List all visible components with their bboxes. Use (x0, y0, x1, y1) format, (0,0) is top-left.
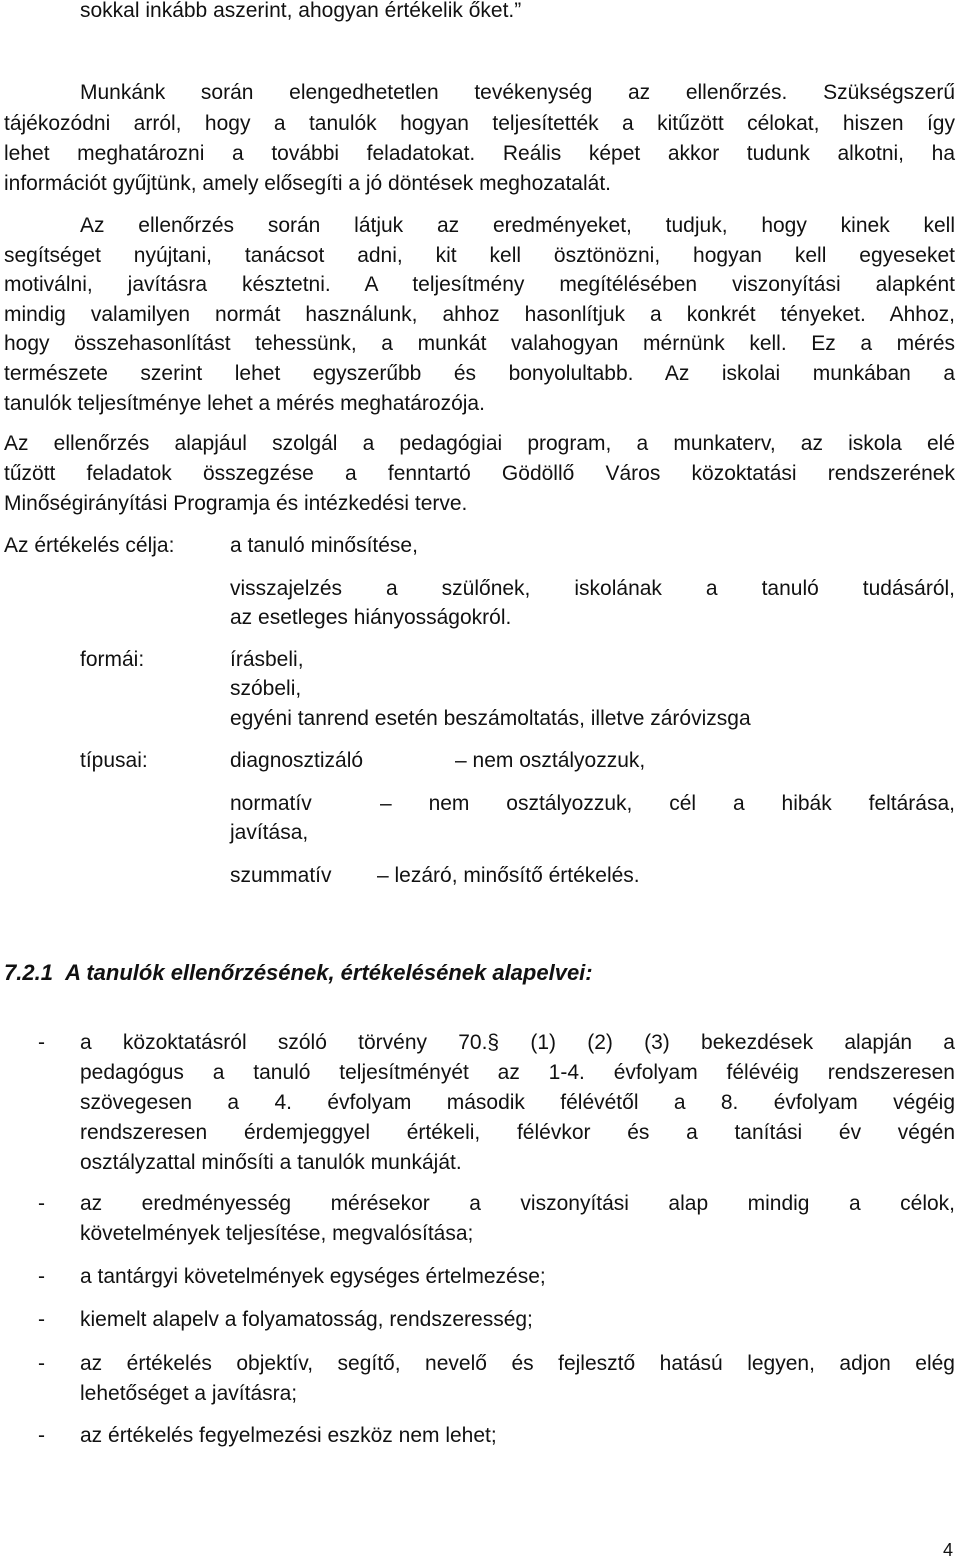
bullet-dash: - (38, 1265, 45, 1288)
type-diagnostic-desc: – nem osztályozzuk, (455, 749, 646, 772)
section-number: 7.2.1 (4, 960, 53, 985)
bullet-1-line-2: pedagógus a tanuló teljesítményét az 1-4. évfolyam félévéig rendszeresen (80, 1061, 955, 1084)
type-normative-desc: – nem osztályozzuk, cél a hibák feltárása, (380, 792, 955, 815)
paragraph-2-line-3: motiválni, javításra késztetni. A teljesítmény megítélésében viszonyítási alapként (4, 273, 955, 296)
type-normative-desc-cont: javítása, (230, 821, 309, 844)
bullet-dash: - (38, 1352, 45, 1375)
bullet-2-line-1: az eredményesség mérésekor a viszonyítási alap mindig a célok, (80, 1192, 955, 1215)
goal-item-2-line-2: az esetleges hiányosságokról. (230, 606, 512, 629)
paragraph-2-line-2: segítséget nyújtani, tanácsot adni, kit kell ösztönözni, hogyan kell egyeseket (4, 244, 955, 267)
bullet-5-line-1: az értékelés objektív, segítő, nevelő és fejlesztő hatású legyen, adjon elég (80, 1352, 955, 1375)
form-item-individual: egyéni tanrend esetén beszámoltatás, illetve záróvizsga (230, 707, 751, 730)
paragraph-1-line-4: információt gyűjtünk, amely elősegíti a jó döntések meghozatalát. (4, 172, 612, 195)
types-label: típusai: (80, 749, 148, 772)
bullet-1-line-4: rendszeresen érdemjeggyel értékeli, félévkor és a tanítási év végén (80, 1121, 955, 1144)
paragraph-3-line-1: Az ellenőrzés alapjául szolgál a pedagógiai program, a munkaterv, az iskola elé (4, 432, 955, 455)
bullet-1-line-3: szövegesen a 4. évfolyam második félévétől a 8. évfolyam végéig (80, 1091, 955, 1114)
bullet-dash: - (38, 1031, 45, 1054)
bullet-1-line-5: osztályzattal minősíti a tanulók munkáját. (80, 1151, 462, 1174)
goal-label: Az értékelés célja: (4, 534, 175, 557)
type-diagnostic: diagnosztizáló (230, 749, 364, 772)
paragraph-1-line-1: Munkánk során elengedhetetlen tevékenység az ellenőrzés. Szükségszerű (80, 81, 955, 104)
goal-item-2-line-1: visszajelzés a szülőnek, iskolának a tanuló tudásáról, (230, 577, 955, 600)
section-title: A tanulók ellenőrzésének, értékelésének alapelvei: (65, 960, 593, 985)
paragraph-2-line-1: Az ellenőrzés során látjuk az eredményeket, tudjuk, hogy kinek kell (80, 214, 955, 237)
top-fragment: sokkal inkább aszerint, ahogyan értékelik őket.” (80, 0, 522, 22)
bullet-3: a tantárgyi követelmények egységes értelmezése; (80, 1265, 546, 1288)
bullet-dash: - (38, 1308, 45, 1331)
section-heading (4, 958, 593, 988)
paragraph-3-line-3: Minőségirányítási Programja és intézkedési terve. (4, 492, 468, 515)
type-normative: normatív (230, 792, 312, 815)
paragraph-2-line-4: mindig valamilyen normát használunk, ahhoz hasonlítjuk a konkrét tényeket. Ahhoz, (4, 303, 955, 326)
paragraph-1-line-2: tájékozódni arról, hogy a tanulók hogyan teljesítették a kitűzött célokat, hiszen így (4, 112, 955, 135)
form-item-oral: szóbeli, (230, 677, 302, 700)
bullet-dash: - (38, 1424, 45, 1447)
paragraph-3-line-2: tűzött feladatok összegzése a fenntartó Gödöllő Város közoktatási rendszerének (4, 462, 955, 485)
bullet-2-line-2: követelmények teljesítése, megvalósítása; (80, 1222, 474, 1245)
goal-item-1: a tanuló minősítése, (230, 534, 418, 557)
bullet-dash: - (38, 1192, 45, 1215)
bullet-6: az értékelés fegyelmezési eszköz nem lehet; (80, 1424, 497, 1447)
paragraph-2-line-7: tanulók teljesítménye lehet a mérés meghatározója. (4, 392, 485, 415)
type-summative-desc: – lezáró, minősítő értékelés. (377, 864, 640, 887)
bullet-1-line-1: a közoktatásról szóló törvény 70.§ (1) (2) (3) bekezdések alapján a (80, 1031, 955, 1054)
page-number: 4 (943, 1540, 954, 1560)
form-item-written: írásbeli, (230, 648, 304, 671)
paragraph-2-line-6: természete szerint lehet egyszerűbb és bonyolultabb. Az iskolai munkában a (4, 362, 955, 385)
paragraph-1-line-3: lehet meghatározni a további feladatokat. Reális képet akkor tudunk alkotni, ha (4, 142, 955, 165)
forms-label: formái: (80, 648, 145, 671)
bullet-4: kiemelt alapelv a folyamatosság, rendszeresség; (80, 1308, 533, 1331)
paragraph-2-line-5: hogy összehasonlítást tehessünk, a munkát valahogyan mérnünk kell. Ez a mérés (4, 332, 955, 355)
bullet-5-line-2: lehetőséget a javításra; (80, 1382, 298, 1405)
type-summative: szummatív (230, 864, 332, 887)
